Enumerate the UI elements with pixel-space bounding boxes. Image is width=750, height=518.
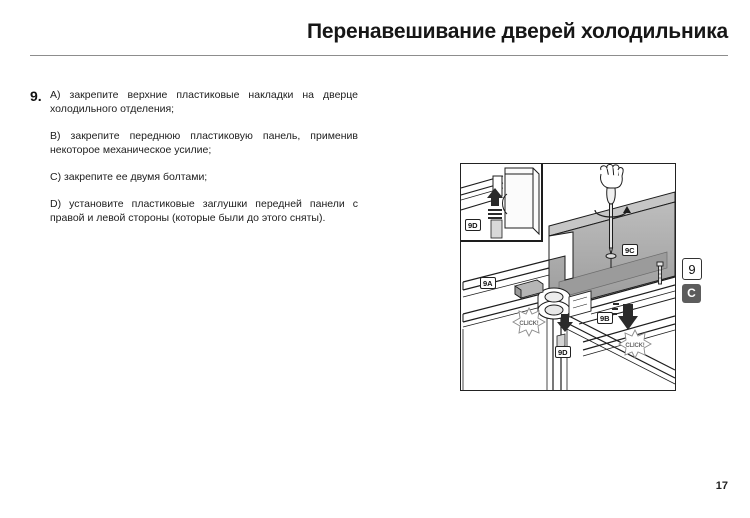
header-divider: [30, 55, 728, 56]
page-title: Перенавешивание дверей холодильника: [306, 20, 728, 43]
callout-chip-9b: 9B: [597, 312, 613, 324]
instruction-paragraph-a: A) закрепите верхние пластиковые накладки на дверце холодильного отделения;: [50, 89, 358, 115]
click-burst-right: [619, 330, 651, 358]
click-label-right: CLICK!: [625, 343, 645, 349]
detail-inset-panel: [460, 163, 543, 242]
illustration-frame: [460, 163, 676, 391]
callout-chip-9d: 9D: [555, 346, 571, 358]
callout-chip-inset-9d: 9D: [465, 219, 481, 231]
step-number: 9.: [30, 88, 42, 104]
instruction-block: [30, 88, 358, 225]
click-label-left: CLICK!: [519, 321, 539, 327]
press-down-arrow: [611, 304, 638, 330]
step-9: [30, 88, 358, 225]
callout-chip-9a: 9A: [480, 277, 496, 289]
page-number: 17: [715, 480, 728, 492]
section-tab-number: 9: [682, 258, 702, 280]
instruction-paragraph-d: D) установите пластиковые заглушки передней панели с правой и левой стороны (которые были до этого сняты).: [50, 198, 358, 224]
assembly-illustration: [460, 163, 676, 391]
section-tab-letter: C: [682, 284, 701, 303]
instruction-paragraph-b: B) закрепите переднюю пластиковую панель, применив некоторое механическое усилие;: [50, 130, 358, 156]
instruction-paragraph-c: C) закрепите ее двумя болтами;: [50, 171, 208, 183]
section-tab-marker: [682, 258, 704, 303]
callout-chip-9c: 9C: [622, 244, 638, 256]
